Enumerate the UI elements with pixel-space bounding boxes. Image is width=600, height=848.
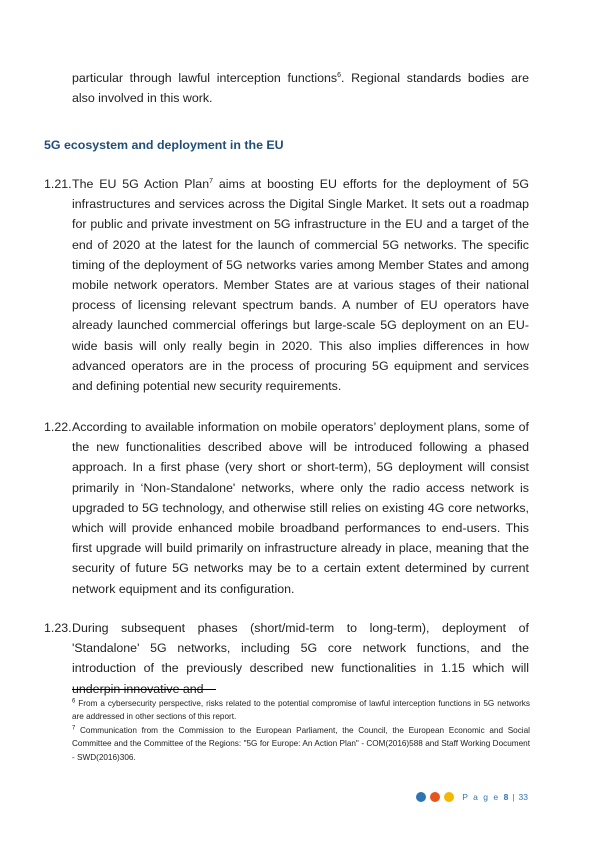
paragraph-text: According to available information on mobile operators’ deployment plans, some of the new functionalities described above will be introduced following a phased approach. In a first phase (very short or short-term), 5G deployment will consist primarily in ‘Non-Standalone' networks, where only the radio access network is upgraded to 5G technology, and otherwise still relies on existing 4G core networks, which will provide enhanced mobile broadband performances to end-users. This first upgrade will build primarily on infrastructure already in place, meaning that the security of future 5G networks may be to a certain extent determined by current network equipment and its configuration. xyxy=(72,420,529,596)
footnote-text: Communication from the Commission to the European Parliament, the Council, the European Economic and Social Committee and the Committee of the Regions: "5G for Europe: An Action Plan" - COM(2016)588 and Staff Working Document - SWD(2016)306. xyxy=(72,726,530,762)
paragraph-1-23 xyxy=(44,618,529,699)
section-heading: 5G ecosystem and deployment in the EU xyxy=(44,138,284,152)
page-separator: | xyxy=(512,792,515,802)
footnote-ref-7[interactable]: 7 xyxy=(209,177,213,185)
footnote-number: 6 xyxy=(72,698,76,705)
intro-tail: . Regional standards bodies are also involved in this work. xyxy=(72,71,529,106)
paragraph-1-22 xyxy=(44,417,529,599)
paragraph-number: 1.22. xyxy=(44,420,72,434)
page-label: P a g e xyxy=(462,792,500,802)
paragraph-number: 1.21. xyxy=(44,177,72,191)
paragraph-text-pre: The EU 5G Action Plan xyxy=(72,177,210,191)
paragraph-text-body: aims at boosting EU efforts for the deployment of 5G infrastructures and services across the Digital Single Market. It sets out a roadmap for public and private investment on 5G infrastructure in the EU and a target of the end of 2020 at the latest for the launch of commercial 5G networks. The specific timing of the deployment of 5G networks varies among Member States and among mobile network operators. Member States are at various stages of their national process of licensing relevant spectrum bands. A number of EU operators have already launched commercial offerings but large-scale 5G deployment on an EU-wide basis will only really begin in 2020. This also implies differences in how advanced operators are in the process of procuring 5G equipment and services and defining potential new security requirements. xyxy=(72,177,529,394)
paragraph-number: 1.23. xyxy=(44,621,72,635)
paragraph-text: During subsequent phases (short/mid-term to long-term), deployment of 'Standalone' 5G networks, including 5G core network functions, and the introduction of the previously described new functionalities in 1.15 which will underpin innovative and xyxy=(72,621,529,696)
paragraph-text xyxy=(72,174,529,396)
footnote-ref-6[interactable]: 6 xyxy=(337,71,342,79)
footnote-7 xyxy=(72,724,530,764)
orange-dot-icon xyxy=(430,792,440,802)
blue-dot-icon xyxy=(416,792,426,802)
intro-text: particular through lawful interception functions xyxy=(72,71,338,85)
yellow-dot-icon xyxy=(444,792,454,802)
paragraph-1-21 xyxy=(44,174,529,396)
page-number: 8 xyxy=(503,792,509,802)
footnote-text: From a cybersecurity perspective, risks related to the potential compromise of lawful interception functions in 5G networks are addressed in other sections of this report. xyxy=(72,699,530,722)
footnote-6 xyxy=(72,697,530,724)
footnote-number: 7 xyxy=(72,725,76,732)
intro-paragraph xyxy=(72,68,529,108)
footnote-separator xyxy=(72,689,216,690)
page-total: 33 xyxy=(518,792,528,802)
page-footer xyxy=(416,790,528,804)
